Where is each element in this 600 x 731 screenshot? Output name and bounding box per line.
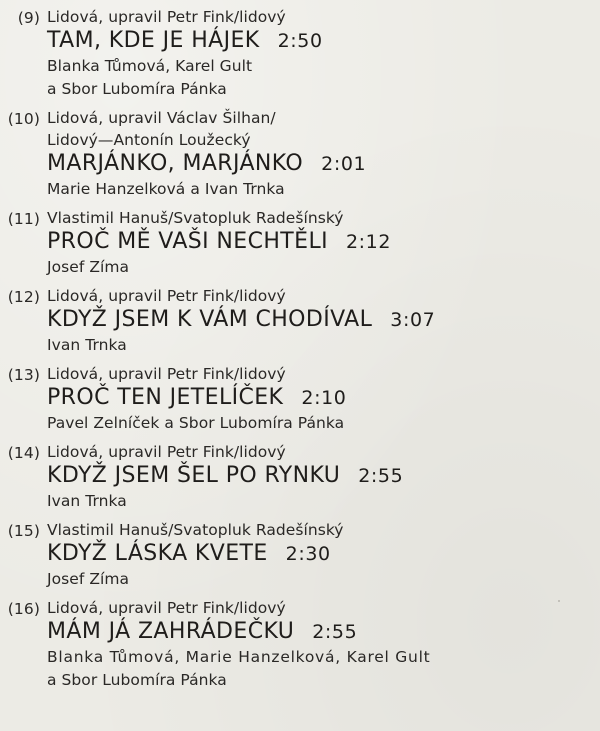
- track-performer: Ivan Trnka: [47, 492, 127, 510]
- track-title: KDYŽ JSEM ŠEL PO RYNKU: [47, 463, 341, 488]
- track-performer: Pavel Zelníček a Sbor Lubomíra Pánka: [47, 414, 345, 432]
- paper-speck: [558, 600, 560, 602]
- track-credit: Vlastimil Hanuš/Svatopluk Radešínský: [47, 209, 344, 227]
- track-number: (16): [7, 600, 40, 618]
- track-title-line: [47, 306, 600, 334]
- track-title: KDYŽ JSEM K VÁM CHODÍVAL: [47, 307, 373, 332]
- track-duration: 2:55: [312, 621, 358, 643]
- track-title: PROČ TEN JETELÍČEK: [47, 385, 284, 410]
- track-performer: a Sbor Lubomíra Pánka: [47, 671, 227, 689]
- track-credit-cont: Lidový—Antonín Loužecký: [47, 131, 251, 149]
- track-title: TAM, KDE JE HÁJEK: [47, 28, 260, 53]
- track-body: [47, 597, 600, 692]
- track-duration: 2:10: [301, 387, 347, 409]
- track-title: PROČ MĚ VAŠI NECHTĚLI: [47, 229, 328, 254]
- track-performer: Blanka Tůmová, Karel Gult: [47, 57, 253, 75]
- track-number: (13): [7, 366, 40, 384]
- track-number: (9): [17, 9, 40, 27]
- track-performer: Marie Hanzelková a Ivan Trnka: [47, 180, 285, 198]
- track-entry: [0, 285, 600, 363]
- track-title: MARJÁNKO, MARJÁNKO: [47, 151, 304, 176]
- track-duration: 3:07: [390, 309, 436, 331]
- track-performer: Blanka Tůmová, Marie Hanzelková, Karel Gult: [47, 648, 431, 666]
- track-duration: 2:50: [277, 30, 323, 52]
- track-body: [47, 519, 600, 591]
- track-duration: 2:55: [358, 465, 404, 487]
- track-entry: [0, 519, 600, 597]
- track-title-line: [47, 27, 600, 55]
- track-number: (14): [7, 444, 40, 462]
- track-number: (12): [7, 288, 40, 306]
- track-title-line: [47, 540, 600, 568]
- track-number: (11): [7, 210, 40, 228]
- track-duration: 2:01: [321, 153, 367, 175]
- track-title-line: [47, 462, 600, 490]
- track-title-line: [47, 228, 600, 256]
- track-performer: a Sbor Lubomíra Pánka: [47, 80, 227, 98]
- track-title: MÁM JÁ ZAHRÁDEČKU: [47, 619, 295, 644]
- track-credit: Vlastimil Hanuš/Svatopluk Radešínský: [47, 521, 344, 539]
- track-credit: Lidová, upravil Petr Fink/lidový: [47, 287, 286, 305]
- track-body: [47, 6, 600, 101]
- track-title-line: [47, 618, 600, 646]
- track-performer: Josef Zíma: [47, 570, 130, 588]
- track-body: [47, 285, 600, 357]
- track-performer: Ivan Trnka: [47, 336, 127, 354]
- track-entry: [0, 6, 600, 107]
- track-entry: [0, 363, 600, 441]
- track-credit: Lidová, upravil Petr Fink/lidový: [47, 8, 286, 26]
- track-performer: Josef Zíma: [47, 258, 130, 276]
- track-entry: [0, 107, 600, 207]
- track-credit: Lidová, upravil Petr Fink/lidový: [47, 599, 286, 617]
- track-credit: Lidová, upravil Václav Šilhan/: [47, 109, 276, 127]
- track-credit: Lidová, upravil Petr Fink/lidový: [47, 443, 286, 461]
- track-entry: [0, 441, 600, 519]
- track-title: KDYŽ LÁSKA KVETE: [47, 541, 268, 566]
- track-credit: Lidová, upravil Petr Fink/lidový: [47, 365, 286, 383]
- track-entry: [0, 597, 600, 698]
- track-body: [47, 107, 600, 201]
- track-number: (10): [7, 110, 40, 128]
- track-title-line: [47, 384, 600, 412]
- track-title-line: [47, 150, 600, 178]
- track-body: [47, 363, 600, 435]
- track-duration: 2:12: [345, 231, 392, 253]
- track-duration: 2:30: [285, 543, 331, 565]
- track-number: (15): [7, 522, 40, 540]
- track-body: [47, 441, 600, 513]
- track-entry: [0, 207, 600, 285]
- track-body: [47, 207, 600, 279]
